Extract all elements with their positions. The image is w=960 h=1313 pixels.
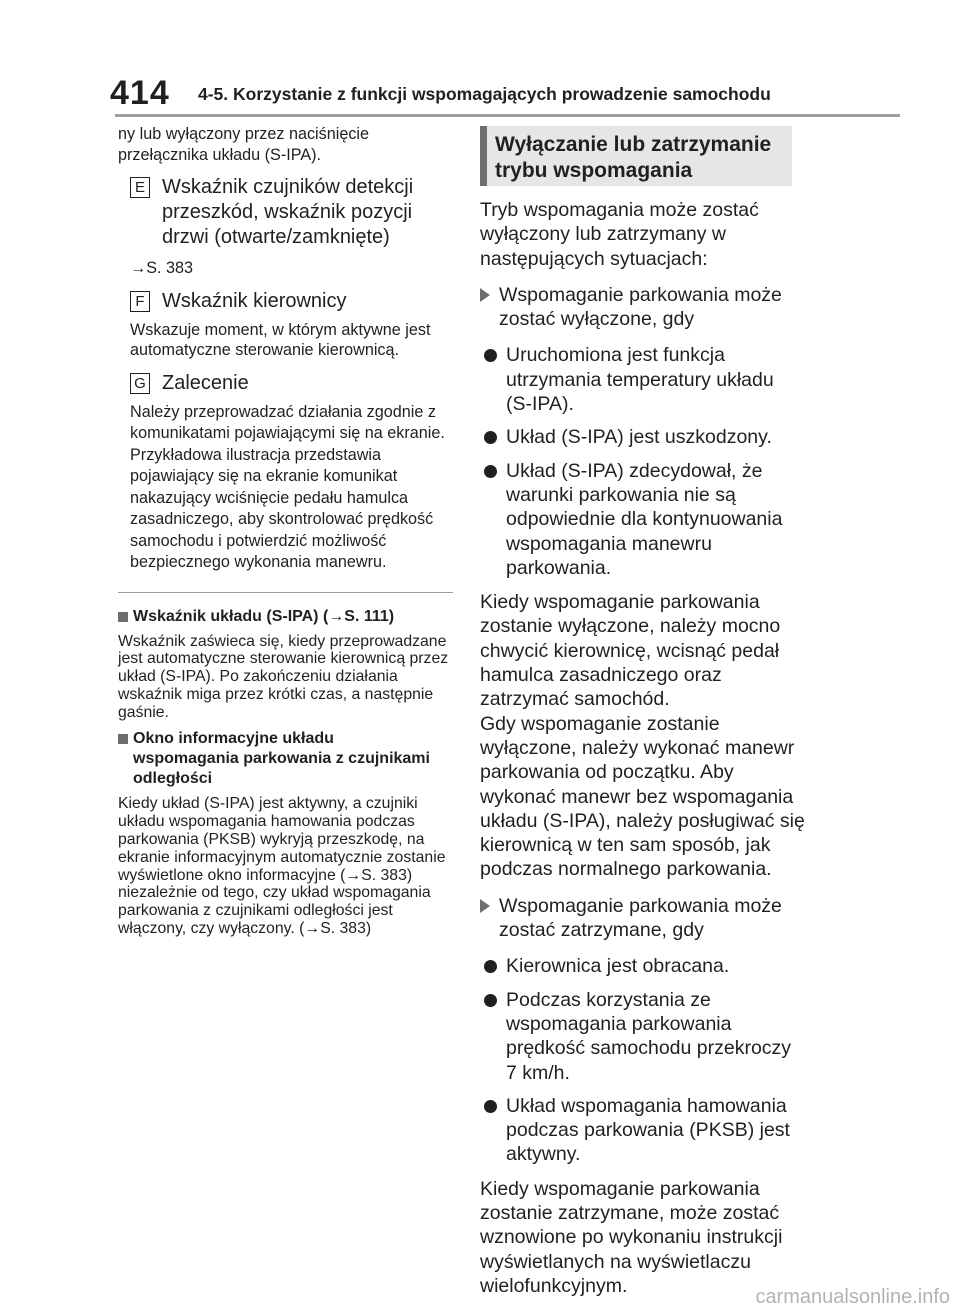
item-g-body: Należy przeprowadzać działania zgodnie z komunikatami pojawiającymi się na ekranie. Przykładowa ilustracja przedstawia pojawiający się na ekranie komunikat nakazujący wciśnięcie pedału hamulca zasadniczego, aby skontrolować prędkość samochodu i potwierdzić możliwość bezpiecznego wykonania manewru. (130, 402, 445, 571)
page-header (0, 0, 960, 120)
letter-f-box: F (130, 291, 150, 312)
item-g (118, 371, 453, 396)
page-number: 414 (110, 74, 170, 112)
group1-bullet-1: Uruchomiona jest funkcja utrzymania temperatury układu (S-IPA). (506, 344, 774, 416)
chapter-title: 4-5. Korzystanie z funkcji wspomagających prowadzenie samochodu (198, 84, 771, 104)
group2-bullet-2: Podczas korzystania ze wspomagania parkowania prędkość samochodu przekroczy 7 km/h. (506, 988, 792, 1084)
list-item (480, 1094, 805, 1167)
item-e-title: Wskaźnik czujników detekcji przeszkód, wskaźnik pozycji drzwi (otwarte/zamknięte) (162, 176, 414, 248)
item-f-title: Wskaźnik kierownicy (162, 289, 347, 312)
note1-heading-text: Wskaźnik układu (S-IPA) (→S. 111) (133, 607, 395, 625)
note1-heading (118, 607, 453, 627)
list-item (480, 954, 805, 978)
group2-title: Wspomaganie parkowania może zostać zatrzymane, gdy (499, 894, 782, 942)
note2-body: Kiedy układ (S-IPA) jest aktywny, a czujniki układu wspomagania hamowania podczas parkowania (PKSB) wykryją przeszkodę, na ekranie informacyjnym automatycznie zostanie wyświetlone okno informacyjne (→S. 383) niezależnie od tego, czy układ wspomagania parkowania z czujnikami odległości jest włączony, czy wyłączony. (→S. 383) (118, 795, 446, 938)
header-divider (115, 114, 900, 117)
dot-bullet-icon (484, 431, 497, 444)
dot-bullet-icon (484, 465, 497, 478)
letter-g-box: G (130, 373, 150, 394)
item-g-title: Zalecenie (162, 371, 249, 394)
group1-title: Wspomaganie parkowania może zostać wyłączone, gdy (499, 283, 782, 331)
list-item (480, 425, 805, 449)
section-title: Wyłączanie lub zatrzymanie trybu wspomagania (480, 126, 792, 186)
group1-heading (480, 283, 805, 332)
dot-bullet-icon (484, 960, 497, 973)
group2-heading (480, 894, 805, 943)
dot-bullet-icon (484, 349, 497, 362)
item-f-body: Wskazuje moment, w którym aktywne jest automatyczne sterowanie kierownicą. (130, 320, 431, 359)
item-e-ref[interactable]: →S. 383 (130, 259, 193, 277)
note1-body: Wskaźnik zaświeca się, kiedy przeprowadzane jest automatyczne sterowanie kierownicą przez układ (S-IPA). Po zakończeniu działania wskaźnik miga przez krótki czas, a następnie gaśnie. (118, 632, 449, 721)
paragraph-1: Kiedy wspomaganie parkowania zostanie wyłączone, należy mocno chwycić kierownicę, wcisnąć pedał hamulca zasadniczego oraz zatrzymać samochód. (480, 591, 781, 711)
group2-bullet-3: Układ wspomagania hamowania podczas parkowania (PKSB) jest aktywny. (506, 1094, 790, 1166)
dot-bullet-icon (484, 1100, 497, 1113)
list-item (480, 459, 805, 580)
paragraph-2: Gdy wspomaganie zostanie wyłączone, należy wykonać manewr parkowania od początku. Aby wykonać manewr bez wspomagania układu (S-IPA), należy posługiwać się kierownicą w ten sam sposób, jak podczas normalnego parkowania. (480, 712, 805, 881)
item-f (118, 289, 453, 314)
note2-heading (118, 729, 453, 789)
list-item (480, 988, 805, 1085)
item-e (118, 175, 453, 250)
left-column (118, 124, 453, 946)
watermark-text: carmanualsonline.info (755, 1286, 950, 1308)
right-column (480, 124, 805, 1298)
group2-bullet-1: Kierownica jest obracana. (506, 955, 730, 978)
paragraph-3: Kiedy wspomaganie parkowania zostanie zatrzymane, może zostać wznowione po wykonaniu instrukcji wyświetlanych na wyświetlaczu wielofunkcyjnym. (480, 1177, 783, 1297)
arrow-bullet-icon (480, 899, 490, 913)
square-bullet-icon (118, 734, 128, 744)
right-intro: Tryb wspomagania może zostać wyłączony lub zatrzymany w następujących sytuacjach: (480, 199, 759, 270)
letter-e-box: E (130, 177, 150, 198)
intro-text: ny lub wyłączony przez naciśnięcie przełącznika układu (S-IPA). (118, 125, 370, 164)
group1-bullet-2: Układ (S-IPA) jest uszkodzony. (506, 426, 772, 449)
square-bullet-icon (118, 612, 128, 622)
section-divider (118, 592, 453, 593)
group1-bullet-3: Układ (S-IPA) zdecydował, że warunki parkowania nie są odpowiednie dla kontynuowania wspomagania manewru parkowania. (506, 459, 783, 579)
dot-bullet-icon (484, 994, 497, 1007)
list-item (480, 343, 805, 416)
arrow-bullet-icon (480, 288, 490, 302)
note2-heading-text: Okno informacyjne układu wspomagania parkowania z czujnikami odległości (133, 730, 430, 788)
